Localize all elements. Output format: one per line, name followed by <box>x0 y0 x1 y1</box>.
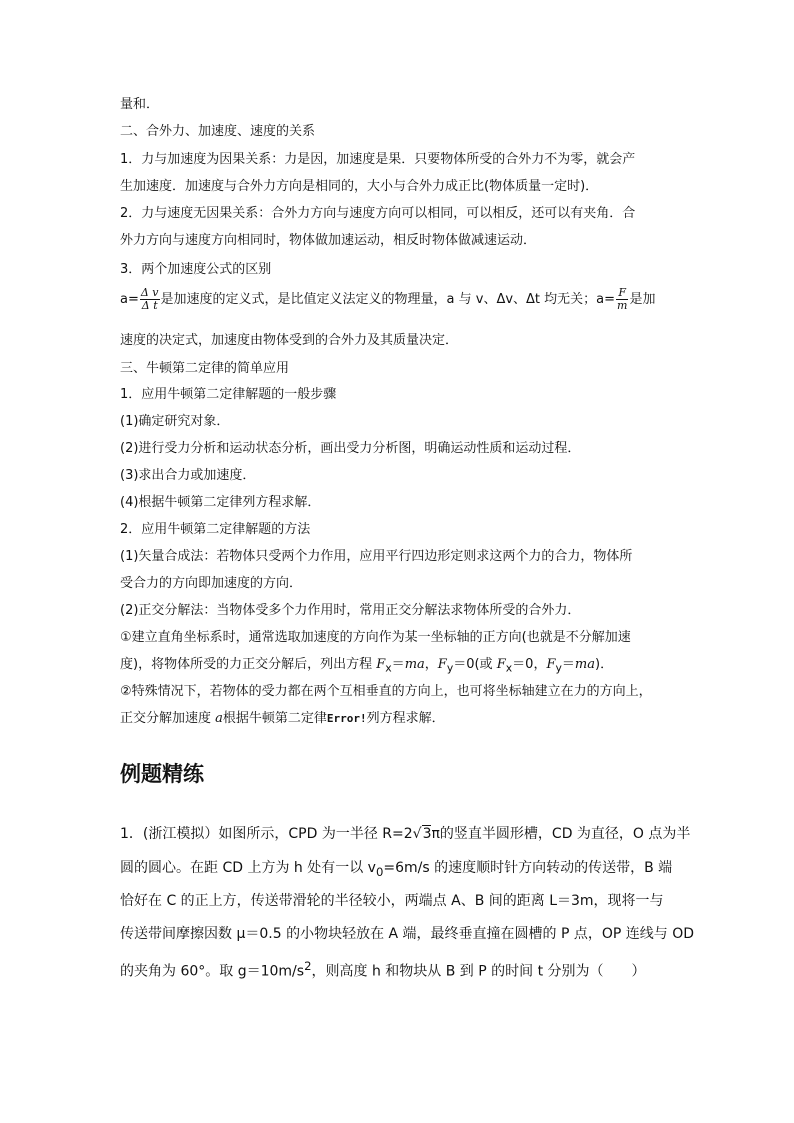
text-run: 正交分解加速度 <box>120 711 216 726</box>
sqrt-sign: √ <box>412 826 422 842</box>
step-item: (1)确定研究对象． <box>120 414 230 429</box>
symbol-f: F <box>376 657 386 672</box>
text-line: (1)矢量合成法：若物体只受两个力作用，应用平行四边形定则求这两个力的合力，物体所 <box>120 549 633 564</box>
text-run: 列方程求解． <box>366 711 445 726</box>
text-line: 2．力与速度无因果关系：合外力方向与速度方向可以相同，可以相反，还可以有夹角．合 <box>120 206 636 221</box>
text-run: ，则高度 h 和物块从 B 到 P 的时间 t 分别为（ ） <box>311 963 646 980</box>
question-line <box>120 826 690 842</box>
subscript: x <box>385 661 392 675</box>
fraction-dv-dt <box>140 287 160 312</box>
symbol-ma: ma <box>574 657 595 672</box>
step-item: (4)根据牛顿第二定律列方程求解． <box>120 495 321 510</box>
text-run: =6m/s 的速度顺时针方向转动的传送带，B 端 <box>383 860 673 876</box>
symbol-f: F <box>546 657 556 672</box>
text-line: (2)正交分解法：当物体受多个力作用时，常用正交分解法求物体所受的合外力． <box>120 603 581 618</box>
equation-line <box>120 657 613 677</box>
superscript: 2 <box>304 959 312 973</box>
fraction-denominator: Δ t <box>141 299 158 312</box>
examples-heading: 例题精练 <box>120 762 204 786</box>
formula-a: a= <box>120 292 139 307</box>
symbol-f: F <box>496 657 506 672</box>
fraction-f-m <box>616 287 628 312</box>
text-line: ①建立直角坐标系时，通常选取加速度的方向作为某一坐标轴的正方向(也就是不分解加速 <box>120 630 631 645</box>
text-line <box>120 711 445 727</box>
text-run: 的夹角为 60°。取 g＝10m/s <box>120 963 305 980</box>
question-line <box>120 958 646 980</box>
text-line: 1．力与加速度为因果关系：力是因，加速度是果．只要物体所受的合外力不为零，就会产 <box>120 152 636 167</box>
question-line <box>120 860 672 880</box>
formula-text: 是加速度的定义式，是比值定义法定义的物理量，a 与 v、Δv、Δt 均无关；a= <box>160 292 616 307</box>
text-run: 1．(浙江模拟）如图所示，CPD 为一半径 R=2 <box>120 826 413 842</box>
subscript: y <box>555 661 562 675</box>
text-line: ②特殊情况下，若物体的受力都在两个互相垂直的方向上，也可将坐标轴建立在力的方向上， <box>120 684 652 699</box>
text-run: ＝0(或 <box>453 657 497 672</box>
text-run: 圆的圆心。在距 CD 上方为 h 处有一以 v <box>120 860 376 876</box>
sqrt-radicand: 3 <box>422 826 432 842</box>
subsection-title: 2．应用牛顿第二定律解题的方法 <box>120 522 311 537</box>
text-run: )． <box>595 657 614 672</box>
step-item: (3)求出合力或加速度． <box>120 468 256 483</box>
subscript: x <box>505 661 513 675</box>
text-line: 量和． <box>120 97 160 112</box>
text-run: ＝ <box>391 657 405 672</box>
formula-line <box>120 287 655 312</box>
text-line: 受合力的方向即加速度的方向． <box>120 576 303 591</box>
step-item: (2)进行受力分析和运动状态分析，画出受力分析图，明确运动性质和运动过程． <box>120 441 581 456</box>
text-run: ＝ <box>561 657 575 672</box>
formula-text: 是加 <box>629 292 656 307</box>
symbol-a: a <box>215 711 223 726</box>
text-run: 度)，将物体所受的力正交分解后，列出方程 <box>120 657 377 672</box>
text-line: 生加速度．加速度与合外力方向是相同的，大小与合外力成正比(物体质量一定时)． <box>120 179 599 194</box>
fraction-numerator: F <box>616 287 628 300</box>
subscript: y <box>446 661 454 675</box>
section-title: 三、牛顿第二定律的简单应用 <box>120 361 290 376</box>
subsection-title: 1．应用牛顿第二定律解题的一般步骤 <box>120 387 337 402</box>
fraction-denominator: m <box>617 299 628 312</box>
text-line: 速度的决定式，加速度由物体受到的合外力及其质量决定． <box>120 333 459 348</box>
subscript: 0 <box>375 864 384 879</box>
question-line: 传送带间摩擦因数 μ＝0.5 的小物块轻放在 A 端，最终垂直撞在圆槽的 P 点，OP 连线与 OD <box>120 926 695 942</box>
text-run: 根据牛顿第二定律 <box>222 711 327 726</box>
symbol-f: F <box>437 657 447 672</box>
subsection-title: 3．两个加速度公式的区别 <box>120 262 272 277</box>
error-field: Error! <box>326 712 367 725</box>
fraction-numerator: Δ v <box>140 286 159 299</box>
section-title: 二、合外力、加速度、速度的关系 <box>120 124 316 139</box>
text-line: 外力方向与速度方向相同时，物体做加速运动，相反时物体做减速运动． <box>120 233 537 248</box>
text-run: π的竖直半圆形槽，CD 为直径，O 点为半 <box>431 826 691 842</box>
text-run: ＝0， <box>512 657 547 672</box>
question-line: 恰好在 C 的正上方，传送带滑轮的半径较小，两端点 A、B 间的距离 L＝3m，现将一与 <box>120 893 664 909</box>
symbol-ma: ma <box>404 657 425 672</box>
text-run: ， <box>424 657 438 672</box>
